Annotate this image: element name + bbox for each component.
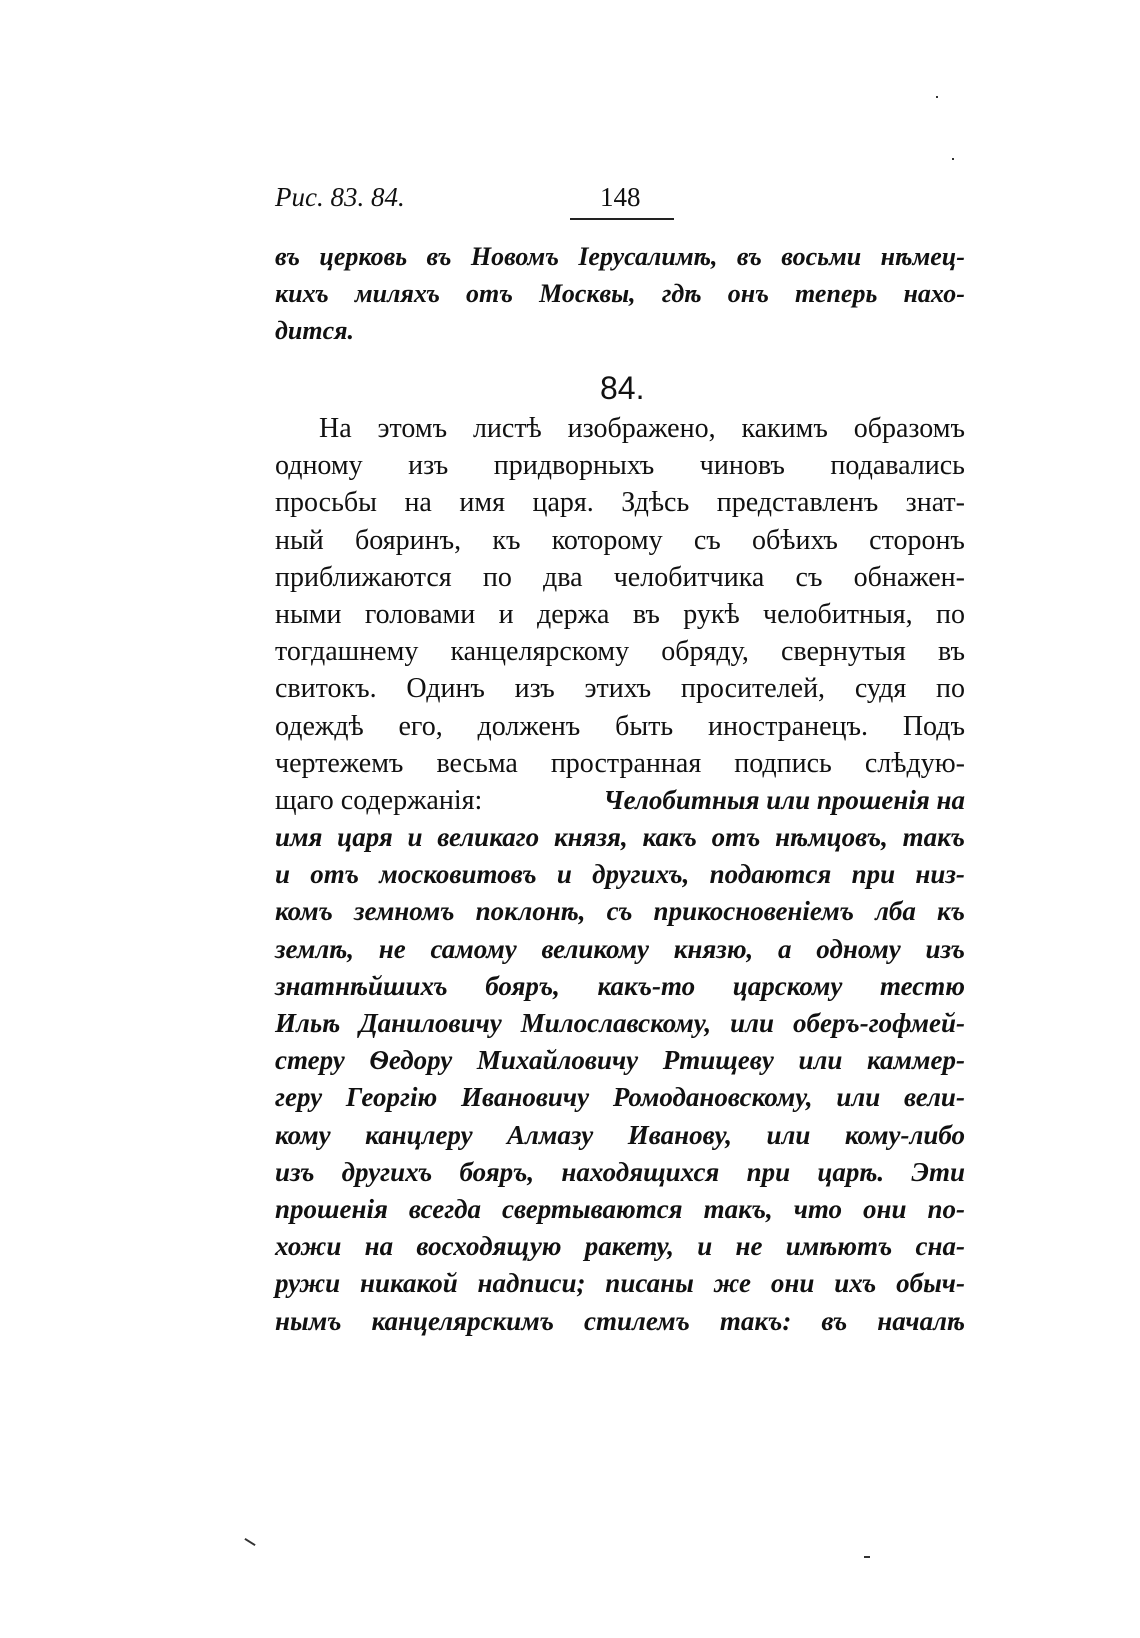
text-word: они	[770, 1268, 815, 1299]
scan-speck	[864, 1556, 870, 1558]
text-word: какъ	[642, 822, 697, 853]
text-word: иностранецъ.	[708, 710, 868, 742]
text-word: его,	[398, 710, 443, 742]
running-head: Рис. 83. 84.	[275, 182, 405, 212]
text-line	[275, 312, 965, 349]
text-word: онъ	[727, 279, 769, 309]
text-word: нѣмец-	[880, 242, 965, 271]
text-word: бояръ,	[485, 970, 560, 1001]
text-line	[275, 559, 965, 596]
text-line	[275, 410, 965, 447]
text-word: они	[863, 1193, 907, 1224]
text-word: князю,	[673, 933, 754, 964]
text-word: къ	[937, 896, 965, 927]
text-word: которому	[551, 524, 663, 556]
text-word: каммер-	[867, 1045, 965, 1076]
text-line	[275, 484, 965, 521]
text-word: бояринъ,	[355, 524, 462, 556]
text-word: восходящую	[416, 1231, 562, 1262]
text-word: Эти	[911, 1156, 965, 1187]
text-word: чертежемъ	[275, 747, 404, 779]
text-word: одеждѣ	[275, 710, 364, 742]
text-word: изъ	[408, 450, 449, 482]
text-word: Ильѣ	[275, 1008, 341, 1038]
text-word: Ивановичу	[460, 1082, 590, 1113]
text-word: обыч-	[896, 1268, 965, 1299]
text-word: имя	[459, 487, 505, 519]
text-word: великаго	[437, 822, 540, 853]
text-word: по-	[927, 1193, 965, 1224]
text-word: по	[482, 561, 512, 593]
text-word: отъ	[711, 822, 761, 853]
text-word: Здѣсь	[621, 487, 690, 519]
text-word: слѣдую-	[864, 747, 965, 779]
text-word: или	[836, 1082, 881, 1113]
text-word: тогдашнему	[275, 636, 419, 668]
text-word: изъ	[275, 1156, 315, 1187]
text-word: великому	[541, 933, 649, 964]
text-word: Милославскому,	[520, 1008, 712, 1038]
text-word: просьбы	[275, 487, 377, 519]
text-word: ными	[275, 598, 342, 630]
text-word: какъ-то	[597, 970, 696, 1001]
text-line	[275, 1154, 965, 1191]
text-word: быть	[615, 710, 674, 742]
text-word: царскому	[732, 970, 843, 1001]
text-word: низ-	[915, 859, 965, 890]
text-line	[275, 670, 965, 707]
text-word: канцелярскимъ	[371, 1305, 554, 1336]
text-word: бояръ,	[459, 1156, 535, 1187]
text-word: къ	[492, 524, 521, 556]
text-word: держа	[536, 598, 610, 630]
text-line	[275, 1303, 965, 1340]
text-word: знатнѣйшихъ	[275, 970, 448, 1001]
text-word: въ	[937, 636, 965, 668]
text-word: ный	[275, 524, 324, 556]
text-word: же	[713, 1268, 752, 1299]
text-word: комъ	[275, 896, 333, 927]
text-line	[275, 931, 965, 968]
text-line	[275, 1079, 965, 1116]
text-word: съ	[606, 896, 633, 927]
text-word: придворныхъ	[493, 450, 655, 482]
text-word: Георгію	[345, 1082, 438, 1113]
text-word: оберъ-гофмей-	[793, 1008, 965, 1038]
text-word: ихъ	[834, 1268, 877, 1299]
text-word: ружи	[275, 1268, 341, 1299]
text-word: и	[556, 859, 572, 890]
text-word: такъ,	[703, 1193, 773, 1224]
text-word: такъ	[902, 822, 965, 853]
text-word: Михайловичу	[476, 1045, 639, 1076]
text-line	[275, 275, 965, 312]
text-line	[275, 1191, 965, 1228]
text-line	[275, 1265, 965, 1302]
text-word: другихъ	[341, 1156, 433, 1187]
text-word: теперь	[795, 279, 878, 309]
text-line	[275, 1117, 965, 1154]
text-word: Ртищеву	[662, 1045, 774, 1076]
text-word: на	[364, 1231, 394, 1262]
text-word: этомъ	[377, 413, 448, 444]
text-word: съ	[795, 561, 823, 593]
text-word: канцелярскому	[450, 636, 630, 668]
text-word: На	[319, 413, 352, 444]
text-line	[275, 745, 965, 782]
text-word: или	[798, 1045, 843, 1076]
text-word: на	[404, 487, 432, 519]
text-line	[275, 1005, 965, 1042]
text-word: одному	[816, 933, 901, 964]
text-line	[275, 238, 965, 275]
text-word: подавались	[830, 450, 965, 482]
text-word: Одинъ	[406, 673, 485, 705]
text-word: всегда	[408, 1193, 482, 1224]
text-word: одному	[275, 450, 363, 482]
text-word: нахо-	[903, 279, 965, 309]
text-word: и	[275, 859, 291, 890]
text-word: никакой	[360, 1268, 458, 1299]
text-word: восьми	[781, 242, 862, 271]
text-word: просителей,	[680, 673, 826, 705]
text-word: челобитчика	[613, 561, 765, 593]
text-word: землѣ,	[275, 933, 354, 964]
text-word: или	[730, 1008, 775, 1038]
text-word: сна-	[915, 1231, 965, 1262]
text-word: Новомъ	[470, 242, 559, 271]
text-word: съ	[693, 524, 721, 556]
text-word: не	[735, 1231, 763, 1262]
text-line	[275, 1228, 965, 1265]
text-word: весьма	[436, 747, 518, 779]
text-word: а	[778, 933, 792, 964]
text-word: хожи	[275, 1231, 342, 1262]
text-word: прошенія	[275, 1193, 388, 1224]
text-word: московитовъ	[379, 859, 537, 890]
text-word: тестю	[880, 970, 965, 1001]
description-paragraph	[275, 410, 965, 1340]
text-word: сторонъ	[869, 524, 965, 556]
text-word: судя	[854, 673, 907, 705]
text-word: изъ	[925, 933, 965, 964]
text-word: знат-	[905, 487, 965, 519]
text-word: стилемъ	[584, 1305, 690, 1336]
text-word: свернутыя	[780, 636, 906, 668]
text-word: Даниловичу	[359, 1008, 502, 1038]
text-word: канцлеру	[365, 1119, 473, 1150]
text-line	[275, 1042, 965, 1079]
text-word: Подъ	[902, 710, 965, 742]
page-number-rule	[570, 218, 674, 220]
text-word: въ	[632, 598, 660, 630]
text-word: Іерусалимѣ,	[578, 242, 718, 271]
italic-lines	[275, 819, 965, 1340]
text-word: по	[936, 598, 965, 630]
text-word: земномъ	[353, 896, 455, 927]
text-word: этихъ	[584, 673, 652, 705]
text-word: листѣ	[472, 413, 542, 444]
text-word: свертываются	[502, 1193, 683, 1224]
text-word: началѣ	[877, 1305, 965, 1336]
text-word: царѣ.	[817, 1156, 885, 1187]
text-word: кому-либо	[844, 1119, 965, 1150]
text-word: такъ:	[719, 1305, 792, 1336]
text-word: приближаются	[275, 561, 452, 593]
text-word: долженъ	[477, 710, 581, 742]
text-word: изображено,	[567, 413, 716, 444]
text-word: въ	[426, 242, 452, 271]
text-word: вели-	[904, 1082, 965, 1113]
text-word: прикосновеніемъ	[653, 896, 854, 927]
text-word: и	[407, 822, 423, 853]
text-word: что	[793, 1193, 843, 1224]
text-word: Иванову,	[627, 1119, 733, 1150]
page-number: 148	[600, 182, 641, 212]
text-word: пространная	[550, 747, 702, 779]
text-line	[275, 968, 965, 1005]
text-word: изъ	[514, 673, 555, 705]
text-word: обряду,	[661, 636, 749, 668]
text-word: при	[851, 859, 896, 890]
text-word: чиновъ	[699, 450, 785, 482]
text-word: свитокъ.	[275, 673, 377, 705]
text-word: образомъ	[853, 413, 965, 444]
text-word: Москвы,	[539, 279, 636, 309]
text-word: миляхъ	[354, 279, 440, 309]
text-word: и	[697, 1231, 713, 1262]
text-word: въ	[736, 242, 762, 271]
text-word: писаны	[605, 1268, 694, 1299]
text-word: стеру	[275, 1045, 345, 1076]
roman-lines	[275, 410, 965, 782]
text-word: ракету,	[584, 1231, 674, 1262]
mixed-line-italic: Челобитныя или прошенія на	[603, 784, 965, 815]
text-word: какимъ	[741, 413, 828, 444]
text-word: находящихся	[561, 1156, 720, 1187]
text-line	[275, 856, 965, 893]
scan-speck	[936, 96, 938, 98]
text-word: князя,	[553, 822, 628, 853]
text-word: гдѣ	[661, 279, 702, 309]
text-word: при	[746, 1156, 791, 1187]
text-word: нѣмцовъ,	[775, 822, 888, 853]
text-line	[275, 708, 965, 745]
text-word: подаются	[709, 859, 832, 890]
text-word: не	[378, 933, 406, 964]
text-word: лба	[875, 896, 916, 927]
text-word: два	[543, 561, 583, 593]
text-word: головами	[364, 598, 476, 630]
text-line	[275, 633, 965, 670]
text-word: по	[936, 673, 965, 705]
text-line	[275, 819, 965, 856]
text-word: отъ	[466, 279, 513, 309]
text-word: геру	[275, 1082, 323, 1113]
text-line	[275, 447, 965, 484]
text-word: подпись	[734, 747, 832, 779]
continuation-paragraph	[275, 238, 965, 350]
text-line	[275, 596, 965, 633]
text-word: Алмазу	[507, 1119, 594, 1150]
text-line	[275, 893, 965, 930]
text-word: въ	[275, 242, 300, 271]
section-number: 84.	[600, 370, 645, 406]
text-word: самому	[430, 933, 517, 964]
text-word: обнажен-	[853, 561, 965, 593]
text-word: имя	[275, 822, 323, 853]
text-word: Ѳедору	[369, 1045, 453, 1076]
text-word: въ	[821, 1305, 848, 1336]
text-word: кому	[275, 1119, 331, 1150]
scan-speck	[952, 158, 954, 160]
text-word: надписи;	[477, 1268, 586, 1299]
text-word: нымъ	[275, 1305, 342, 1336]
mixed-line	[275, 782, 965, 819]
text-word: челобитныя,	[763, 598, 913, 630]
text-line	[275, 522, 965, 559]
text-word: или	[766, 1119, 811, 1150]
text-word: поклонѣ,	[475, 896, 586, 927]
scan-speck	[244, 1538, 255, 1546]
text-word: царя	[337, 822, 393, 853]
text-word: церковь	[319, 242, 408, 271]
text-word: рукѣ	[683, 598, 740, 630]
text-word: царя.	[532, 487, 594, 519]
text-word: Ромодановскому,	[612, 1082, 813, 1113]
text-word: представленъ	[716, 487, 879, 519]
text-word: другихъ,	[592, 859, 690, 890]
text-word: отъ	[310, 859, 360, 890]
text-word: имѣютъ	[785, 1231, 893, 1262]
text-word: и	[498, 598, 514, 630]
text-word: дится.	[275, 316, 355, 346]
mixed-line-roman: щаго содержанія:	[275, 784, 483, 816]
text-word: обѣихъ	[752, 524, 838, 556]
text-word: кихъ	[275, 279, 329, 309]
